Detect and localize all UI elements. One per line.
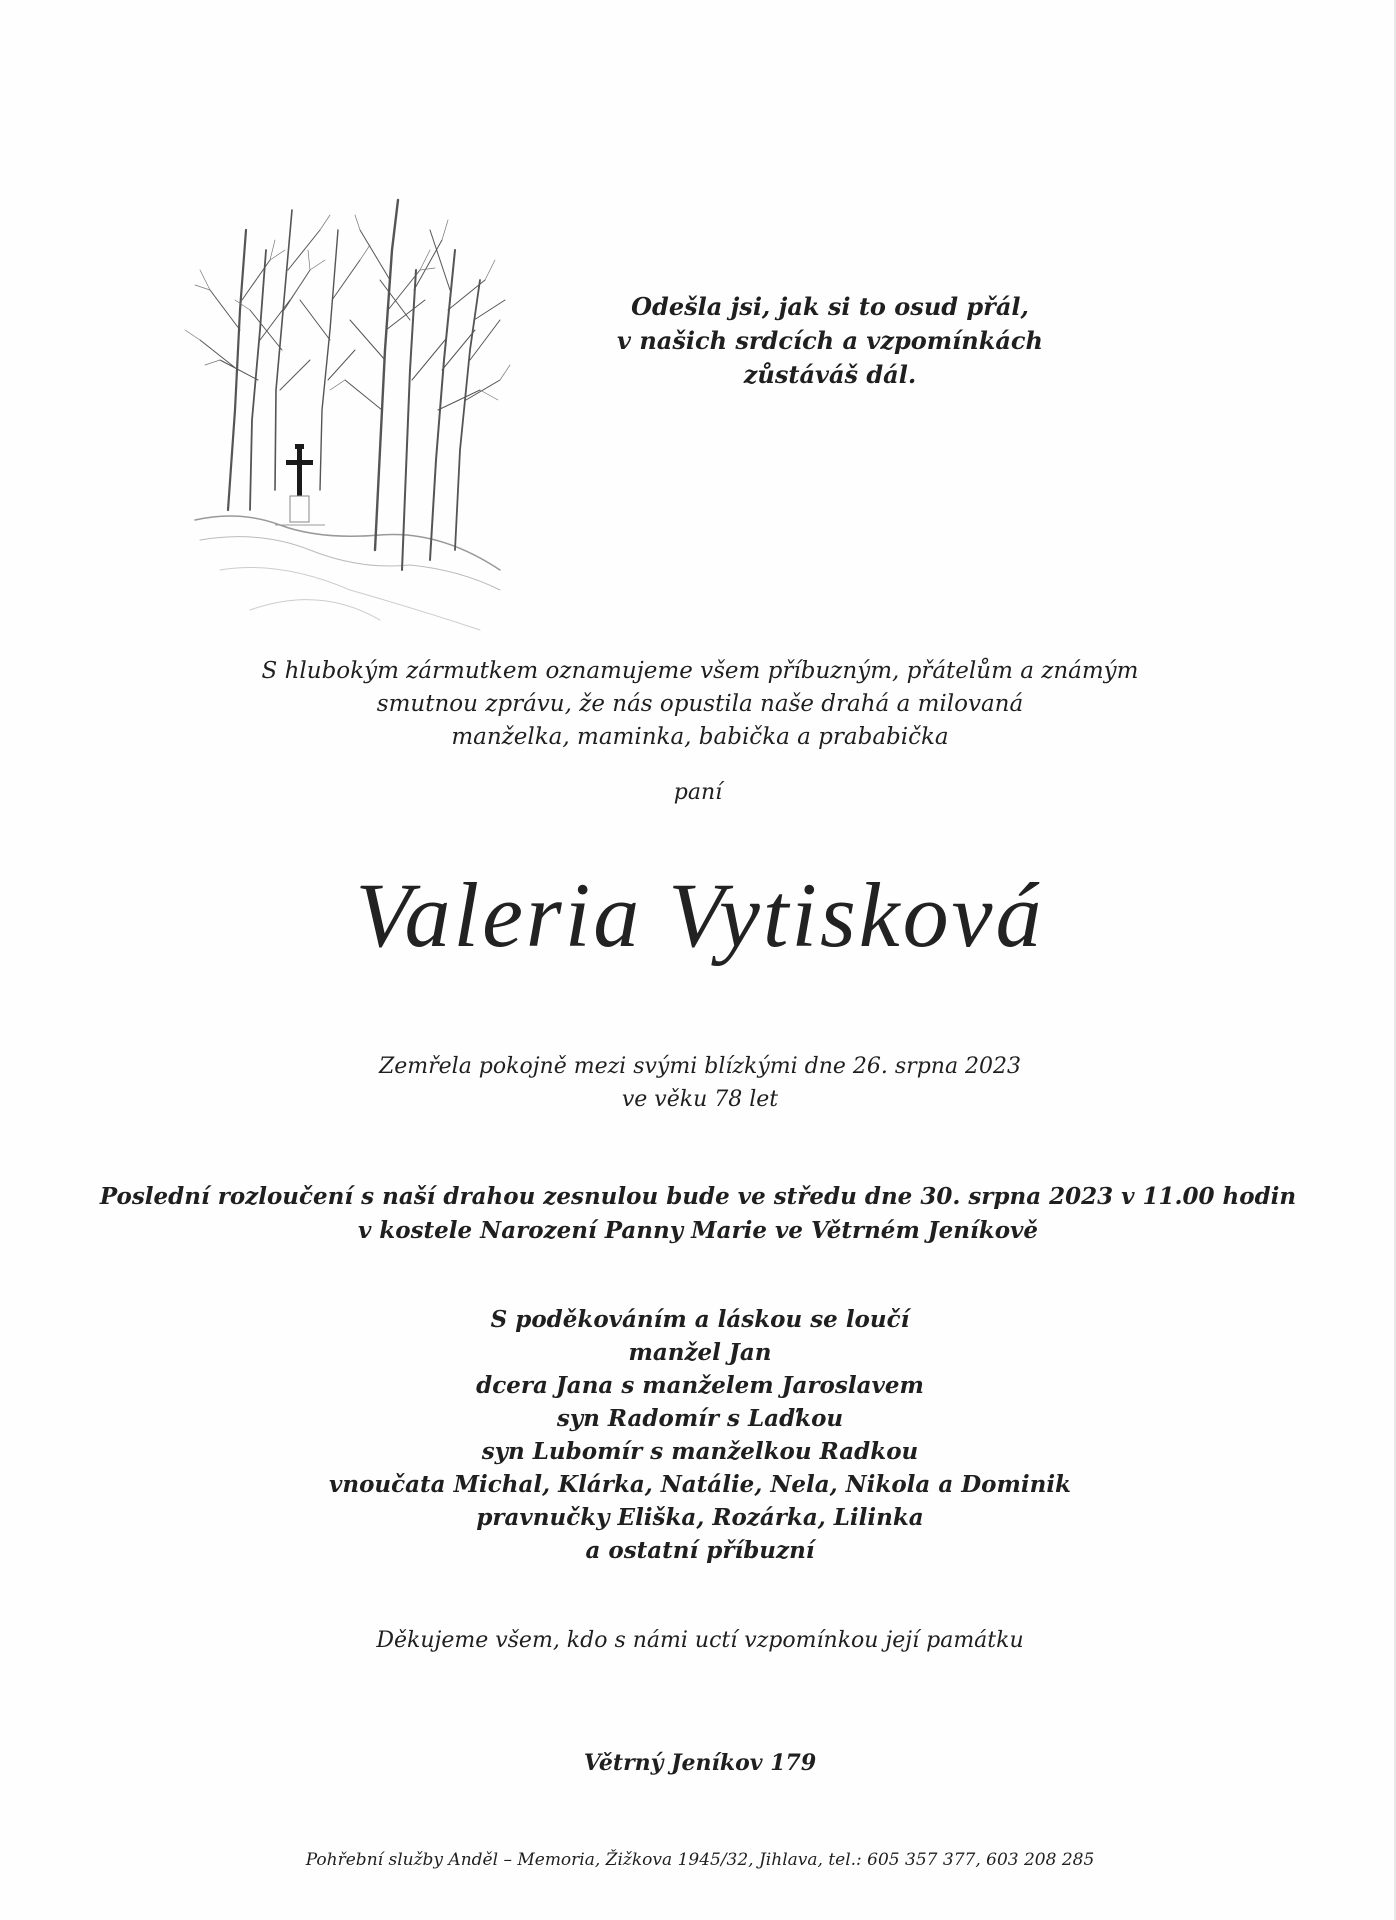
funeral-line: v kostele Narození Panny Marie ve Větrném Jeníkově: [357, 1217, 1039, 1244]
cross-icon: [286, 444, 313, 496]
mourners-line: syn Lubomír s manželkou Radkou: [481, 1438, 919, 1465]
announcement-line: smutnou zprávu, že nás opustila naše drahá a milovaná: [376, 691, 1024, 717]
mourners-line: vnoučata Michal, Klárka, Natálie, Nela, Nikola a Dominik: [328, 1471, 1071, 1498]
mourners-line: syn Radomír s Laďkou: [556, 1405, 844, 1432]
funeral-service-footer: Pohřební služby Anděl – Memoria, Žižkova 1945/32, Jihlava, tel.: 605 357 377, 603 208 285: [305, 1850, 1095, 1870]
motto-verse: [590, 290, 1070, 392]
announcement-line: S hlubokým zármutkem oznamujeme všem příbuzným, přátelům a známým: [261, 658, 1139, 684]
funeral-line: Poslední rozloučení s naší drahou zesnulou bude ve středu dne 30. srpna 2023 v 11.00 hodin: [99, 1183, 1297, 1210]
mourners-line: S poděkováním a láskou se loučí: [490, 1306, 910, 1333]
announcement-line: manželka, maminka, babička a prababička: [451, 724, 949, 750]
salutation: paní: [673, 780, 723, 805]
death-line: Zemřela pokojně mezi svými blízkými dne 26. srpna 2023: [378, 1054, 1022, 1079]
motto-line: v našich srdcích a vzpomínkách: [617, 326, 1043, 355]
thanks-line: Děkujeme všem, kdo s námi uctí vzpomínkou její památku: [376, 1628, 1024, 1653]
motto-line: zůstáváš dál.: [743, 360, 917, 389]
death-line: ve věku 78 let: [621, 1087, 779, 1112]
mourners-line: dcera Jana s manželem Jaroslavem: [476, 1372, 924, 1399]
address: Větrný Jeníkov 179: [583, 1750, 817, 1776]
motto-line: Odešla jsi, jak si to osud přál,: [631, 292, 1029, 321]
funeral-details: [60, 1180, 1336, 1248]
trees-with-cross-illustration: [180, 190, 520, 650]
announcement-text: [200, 655, 1200, 754]
mourners-line: pravnučky Eliška, Rozárka, Lilinka: [476, 1504, 924, 1531]
mourners-line: a ostatní příbuzní: [585, 1537, 815, 1564]
mourners-line: manžel Jan: [628, 1339, 772, 1366]
deceased-name: Valeria Vytisková: [355, 864, 1045, 966]
mourners-list: [200, 1303, 1200, 1567]
death-notice: [250, 1050, 1150, 1116]
